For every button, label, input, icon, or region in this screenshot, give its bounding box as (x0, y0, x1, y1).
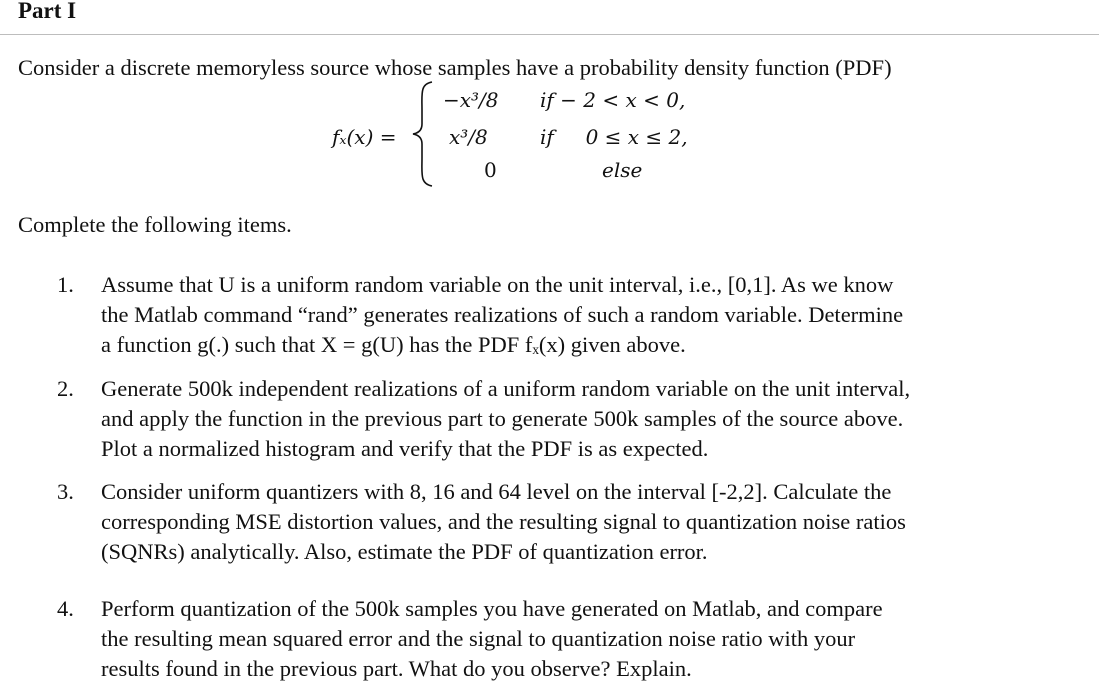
page-title: Part I (18, 0, 77, 23)
item-line: (SQNRs) analytically. Also, estimate the PDF of quantization error. (101, 539, 708, 564)
pdf-case-2-cond: if 0 ≤ x ≤ 2, (540, 125, 688, 149)
title-divider (0, 34, 1099, 35)
pdf-case-1-cond: if − 2 < x < 0, (540, 88, 686, 112)
item-line: results found in the previous part. What do you observe? Explain. (101, 656, 692, 681)
item-line: Consider uniform quantizers with 8, 16 and 64 level on the interval [-2,2]. Calculate the (101, 479, 892, 504)
item-line: the resulting mean squared error and the signal to quantization noise ratio with your (101, 626, 856, 651)
item-number: 2. (57, 376, 74, 401)
item-line: Assume that U is a uniform random variable on the unit interval, i.e., [0,1]. As we know (101, 272, 894, 297)
item-line: and apply the function in the previous part to generate 500k samples of the source above. (101, 406, 904, 431)
item-line: corresponding MSE distortion values, and the resulting signal to quantization noise ratios (101, 509, 906, 534)
item-number: 3. (57, 479, 74, 504)
pdf-case-3-cond: else (602, 158, 643, 182)
instructions-heading: Complete the following items. (18, 212, 292, 237)
pdf-case-1-expr: −x³/8 (443, 88, 499, 112)
pdf-lhs: fₓ(x) = (332, 125, 397, 149)
item-line: Generate 500k independent realizations of a uniform random variable on the unit interval, (101, 376, 911, 401)
pdf-case-2-expr: x³/8 (449, 125, 488, 149)
item-number: 1. (57, 272, 74, 297)
pdf-case-3-expr: 0 (484, 158, 497, 182)
item-line: the Matlab command “rand” generates realizations of such a random variable. Determine (101, 302, 904, 327)
item-number: 4. (57, 596, 74, 621)
item-line: a function g(.) such that X = g(U) has the PDF fₓ(x) given above. (101, 332, 686, 357)
item-line: Perform quantization of the 500k samples you have generated on Matlab, and compare (101, 596, 883, 621)
item-line: Plot a normalized histogram and verify that the PDF is as expected. (101, 436, 709, 461)
left-brace-icon (410, 80, 436, 188)
intro-paragraph: Consider a discrete memoryless source whose samples have a probability density function (PDF) (18, 55, 892, 80)
